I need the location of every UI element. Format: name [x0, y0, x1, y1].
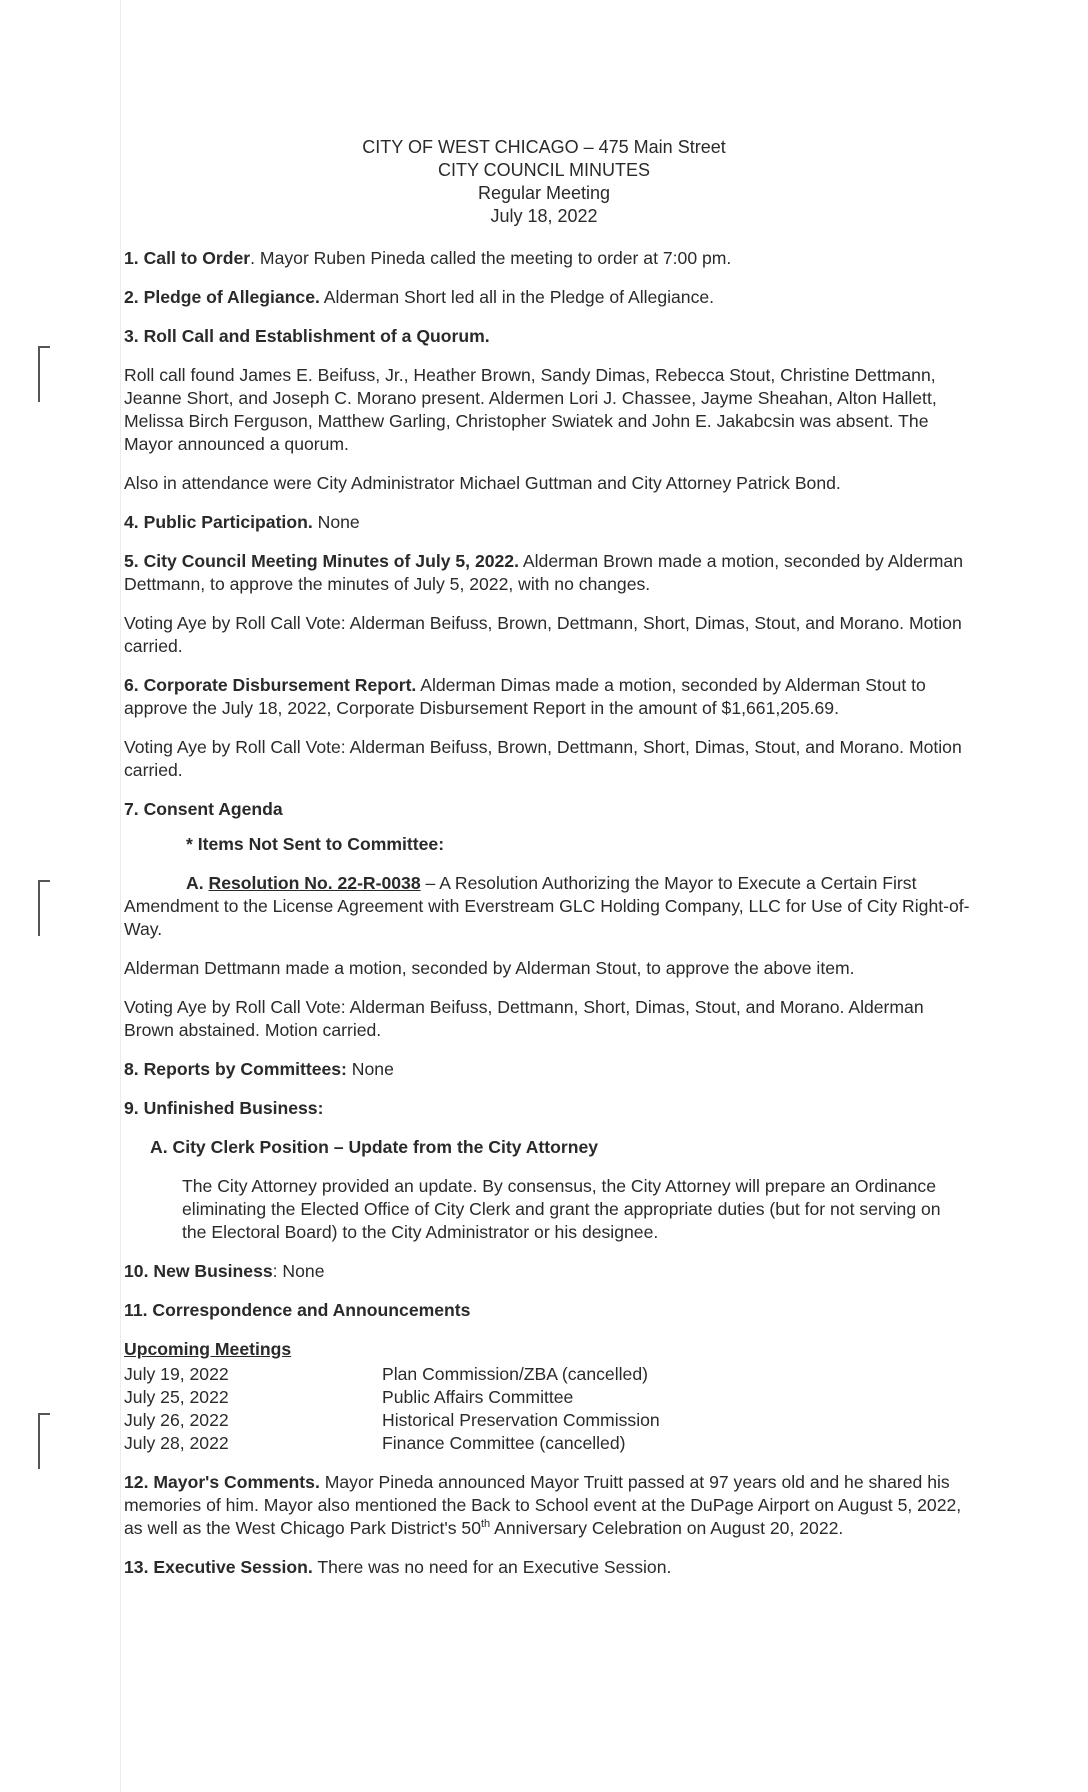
- item-text: Mayor Pineda announced Mayor Truitt passed at 97 years old and he shared his memories of him. Mayor also mentioned the Back to School event at the DuPage Airport on August 5, 2022, as well as the West Chicago Park District's 50: [124, 1472, 962, 1538]
- item-number: 6.: [124, 675, 139, 695]
- item-unfinished-business: [124, 1097, 970, 1120]
- upcoming-meetings-table: [124, 1363, 660, 1455]
- item-title: Call to Order: [143, 248, 251, 268]
- item-number: 8.: [124, 1059, 139, 1079]
- item-title: New Business: [153, 1261, 273, 1281]
- header-city-address: CITY OF WEST CHICAGO – 475 Main Street: [362, 137, 726, 157]
- unfinished-subitem-text: The City Attorney provided an update. By consensus, the City Attorney will prepare an Ordinance eliminating the Elected Office of City Clerk and grant the appropriate duties (but for not serving on the Electoral Board) to the City Administrator or his designee.: [182, 1176, 941, 1242]
- item-title: Executive Session.: [153, 1557, 313, 1577]
- item-text: Alderman Brown made a motion, seconded by Alderman Dettmann, to approve the minutes of July 5, 2022, with no changes.: [124, 551, 963, 594]
- item-number: 13.: [124, 1557, 149, 1577]
- item-disbursement-report: [124, 674, 970, 720]
- resolution-item: [124, 872, 970, 941]
- item-text-continued: Anniversary Celebration on August 20, 2022.: [490, 1518, 844, 1538]
- meeting-date: July 28, 2022: [124, 1433, 229, 1453]
- meeting-date: July 26, 2022: [124, 1410, 229, 1430]
- item-title: Correspondence and Announcements: [152, 1300, 471, 1320]
- roll-call-text: Roll call found James E. Beifuss, Jr., Heather Brown, Sandy Dimas, Rebecca Stout, Christine Dettmann, Jeanne Short, and Joseph C. Morano present. Aldermen Lori J. Chassee, Jayme Sheahan, Alton Hallett, Melissa Birch Ferguson, Matthew Garling, Christopher Swiatek and John E. Jakabcsin was absent. The Mayor announced a quorum.: [124, 365, 937, 454]
- item-pledge: [124, 286, 970, 309]
- item-number: 1.: [124, 248, 139, 268]
- meeting-name: Plan Commission/ZBA (cancelled): [382, 1364, 648, 1384]
- item-title: Reports by Committees:: [143, 1059, 347, 1079]
- item-text: None: [312, 512, 360, 532]
- item-title: Unfinished Business:: [143, 1098, 324, 1118]
- item-title: City Council Meeting Minutes of July 5, 2022.: [143, 551, 519, 571]
- item-committee-reports: [124, 1058, 970, 1081]
- consent-subheading: * Items Not Sent to Committee:: [186, 834, 445, 854]
- resolution-text: – A Resolution Authorizing the Mayor to Execute a Certain First Amendment to the License Agreement with Everstream GLC Holding Company, LLC for Use of City Right-of-Way.: [124, 873, 970, 939]
- item-number: 3.: [124, 326, 139, 346]
- item-text: . Mayor Ruben Pineda called the meeting to order at 7:00 pm.: [250, 248, 732, 268]
- item-number: 11.: [124, 1300, 148, 1320]
- item-title: Consent Agenda: [143, 799, 283, 819]
- item-new-business: [124, 1260, 970, 1283]
- meeting-name: Historical Preservation Commission: [382, 1410, 660, 1430]
- item-text: None: [346, 1059, 394, 1079]
- binding-mark-2: [38, 880, 50, 936]
- header-meeting-type: Regular Meeting: [477, 183, 611, 203]
- meeting-date: July 19, 2022: [124, 1364, 229, 1384]
- binding-mark-1: [38, 346, 50, 402]
- attendance-text: Also in attendance were City Administrator Michael Guttman and City Attorney Patrick Bond.: [124, 473, 841, 493]
- item-roll-call: [124, 325, 970, 348]
- item-text: Alderman Dimas made a motion, seconded by Alderman Stout to approve the July 18, 2022, Corporate Disbursement Report in the amount of $1,661,205.69.: [124, 675, 926, 718]
- item-consent-agenda: [124, 798, 970, 821]
- item-text: Alderman Short led all in the Pledge of Allegiance.: [319, 287, 715, 307]
- item-mayors-comments: [124, 1471, 970, 1540]
- binding-mark-3: [38, 1413, 50, 1469]
- item-text: There was no need for an Executive Session.: [312, 1557, 672, 1577]
- item-number: 9.: [124, 1098, 139, 1118]
- item-number: 2.: [124, 287, 139, 307]
- item-public-participation: [124, 511, 970, 534]
- vote-text: Voting Aye by Roll Call Vote: Alderman Beifuss, Brown, Dettmann, Short, Dimas, Stout, and Morano. Motion carried.: [124, 737, 962, 780]
- item-call-to-order: [124, 247, 970, 270]
- meeting-date: July 25, 2022: [124, 1387, 229, 1407]
- motion-text: Alderman Dettmann made a motion, seconded by Alderman Stout, to approve the above item.: [124, 958, 855, 978]
- item-title: Roll Call and Establishment of a Quorum.: [143, 326, 490, 346]
- item-title: Public Participation.: [143, 512, 313, 532]
- item-number: 10.: [124, 1261, 149, 1281]
- header-title: CITY COUNCIL MINUTES: [437, 160, 651, 180]
- meeting-row: [124, 1363, 660, 1386]
- item-meeting-minutes: [124, 550, 970, 596]
- item-executive-session: [124, 1556, 970, 1579]
- meeting-row: [124, 1409, 660, 1432]
- minutes-body: [124, 247, 970, 1595]
- item-title: Mayor's Comments.: [153, 1472, 320, 1492]
- meeting-name: Public Affairs Committee: [382, 1387, 574, 1407]
- meeting-row: [124, 1432, 660, 1455]
- item-number: 12.: [124, 1472, 149, 1492]
- item-text: : None: [272, 1261, 325, 1281]
- meeting-row: [124, 1386, 660, 1409]
- vote-text: Voting Aye by Roll Call Vote: Alderman Beifuss, Dettmann, Short, Dimas, Stout, and Morano. Alderman Brown abstained. Motion carried.: [124, 997, 924, 1040]
- unfinished-subitem-title: A. City Clerk Position – Update from the City Attorney: [150, 1137, 599, 1157]
- resolution-label: A.: [186, 873, 204, 893]
- resolution-number: Resolution No. 22-R-0038: [208, 873, 421, 893]
- scan-edge-line: [120, 0, 121, 1792]
- item-number: 7.: [124, 799, 139, 819]
- item-number: 4.: [124, 512, 139, 532]
- document-header: [0, 136, 1088, 228]
- item-number: 5.: [124, 551, 139, 571]
- item-title: Pledge of Allegiance.: [143, 287, 320, 307]
- meeting-name: Finance Committee (cancelled): [382, 1433, 626, 1453]
- ordinal-superscript: th: [481, 1518, 491, 1531]
- upcoming-meetings-heading: Upcoming Meetings: [124, 1339, 292, 1359]
- item-title: Corporate Disbursement Report.: [143, 675, 417, 695]
- item-correspondence: [124, 1299, 970, 1322]
- vote-text: Voting Aye by Roll Call Vote: Alderman Beifuss, Brown, Dettmann, Short, Dimas, Stout, and Morano. Motion carried.: [124, 613, 962, 656]
- header-date: July 18, 2022: [490, 206, 598, 226]
